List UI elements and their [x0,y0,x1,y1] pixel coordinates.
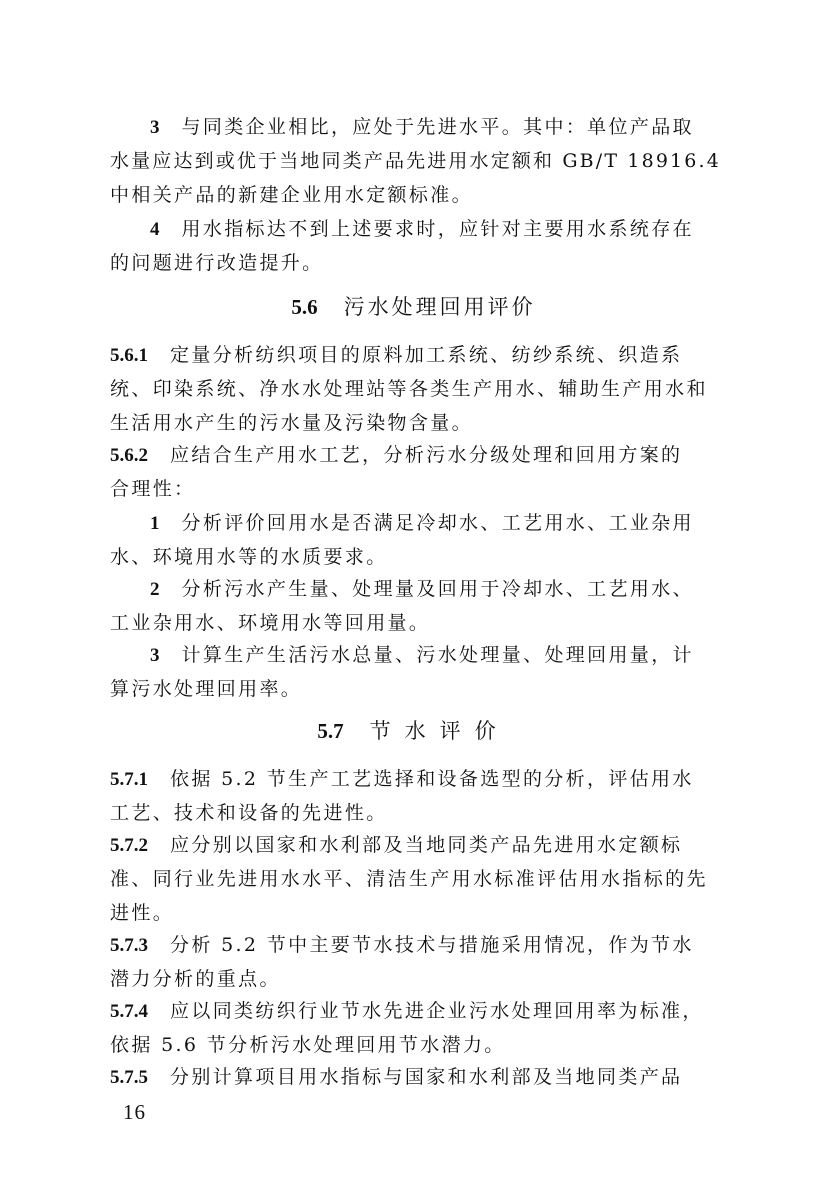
clause-line [110,928,722,963]
paragraph-text: 中相关产品的新建企业用水定额标准。 [110,184,473,206]
list-item-text: 计算生产生活污水总量、污水处理量、处理回用量，计 [181,644,694,666]
paragraph-text: 与同类企业相比，应处于先进水平。其中：单位产品取 [181,116,694,138]
list-item-text: 算污水处理回用率。 [110,678,303,700]
clause-text: 统、印染系统、净水水处理站等各类生产用水、辅助生产用水和 [110,378,708,400]
clause-line [110,862,722,896]
section-number: 5.7 [317,719,344,743]
paragraph-line [110,246,324,280]
paragraph-line [110,110,762,145]
list-item-text: 水、环境用水等的水质要求。 [110,546,388,568]
clause-text: 应以同类纺织行业节水先进企业污水处理回用率为标准， [170,1000,704,1022]
list-item-text: 分析评价回用水是否满足冷却水、工艺用水、工业杂用 [181,512,694,534]
clause-text: 分析 5.2 节中主要节水技术与措施采用情况，作为节水 [170,934,694,956]
clause-text: 潜力分析的重点。 [110,968,281,990]
section-title: 节水评价 [369,719,510,743]
list-item-line [110,540,388,574]
clause-text: 定量分析纺织项目的原料加工系统、纺纱系统、织造系 [170,344,683,366]
clause-text: 工艺、技术和设备的先进性。 [110,802,388,824]
clause-line [110,896,174,930]
clause-line [110,472,195,506]
paragraph-text: 用水指标达不到上述要求时，应针对主要用水系统存在 [181,218,694,240]
list-item-text: 工业杂用水、环境用水等回用量。 [110,612,431,634]
clause-line [110,762,722,797]
item-number: 3 [150,645,160,666]
clause-number: 5.7.2 [110,835,148,856]
section-heading [0,290,827,324]
list-item-line [110,638,762,673]
list-item-line [110,606,430,640]
clause-text: 准、同行业先进用水水平、清洁生产用水标准评估用水指标的先 [110,868,708,890]
clause-text: 依据 5.6 节分析污水处理回用节水潜力。 [110,1034,506,1056]
clause-line [110,1028,506,1062]
clause-text: 合理性： [110,478,196,500]
list-item-text: 分析污水产生量、处理量及回用于冷却水、工艺用水、 [181,578,694,600]
clause-line [110,438,722,473]
section-number: 5.6 [291,295,318,319]
clause-number: 5.6.1 [110,345,148,366]
item-number: 2 [150,579,160,600]
clause-text: 应分别以国家和水利部及当地同类产品先进用水定额标 [170,834,683,856]
paragraph-line [110,212,762,247]
clause-number: 5.7.3 [110,935,148,956]
clause-line [110,372,722,406]
clause-line [110,962,281,996]
clause-number: 5.7.1 [110,769,148,790]
clause-line [110,338,722,373]
clause-number: 5.6.2 [110,445,148,466]
list-item-line [110,572,762,607]
paragraph-text: 水量应达到或优于当地同类产品先进用水定额和 GB/T 18916.4 [110,150,721,172]
clause-line [110,994,722,1029]
clause-number: 5.7.5 [110,1067,148,1088]
clause-line [110,796,388,830]
clause-number: 5.7.4 [110,1001,148,1022]
paragraph-line [110,144,722,178]
item-number: 1 [150,513,160,534]
paragraph-line [110,178,473,212]
clause-text: 进性。 [110,902,175,924]
paragraph-text: 的问题进行改造提升。 [110,252,324,274]
item-number: 3 [150,117,160,138]
section-heading [0,714,827,748]
item-number: 4 [150,219,160,240]
clause-line [110,406,473,440]
clause-line [110,828,722,863]
clause-text: 生活用水产生的污水量及污染物含量。 [110,412,473,434]
clause-text: 依据 5.2 节生产工艺选择和设备选型的分析，评估用水 [170,768,694,790]
list-item-line [110,506,762,541]
list-item-line [110,672,302,706]
clause-text: 分别计算项目用水指标与国家和水利部及当地同类产品 [170,1066,683,1088]
page-number: 16 [123,1100,146,1124]
section-title: 污水处理回用评价 [343,295,536,319]
clause-line [110,1060,722,1095]
clause-text: 应结合生产用水工艺，分析污水分级处理和回用方案的 [170,444,683,466]
